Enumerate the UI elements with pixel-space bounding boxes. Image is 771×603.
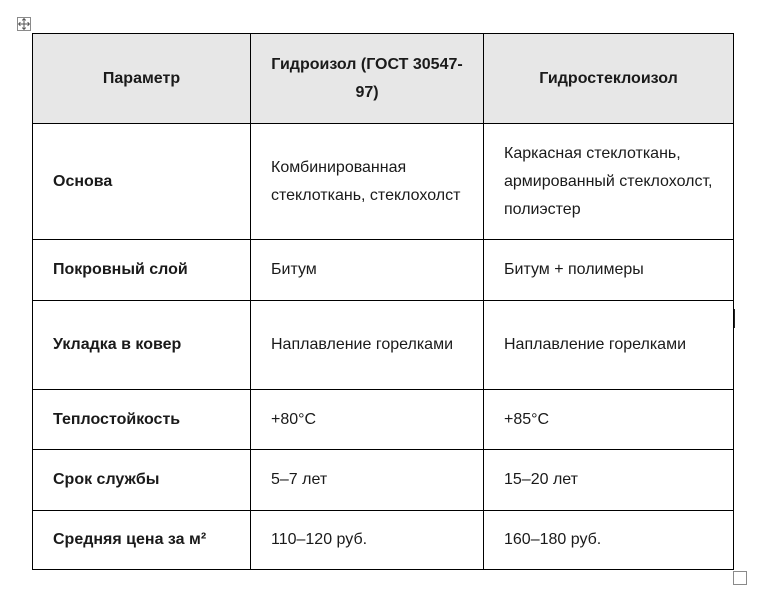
gidroizol-cell[interactable]: Битум — [251, 240, 484, 301]
table-move-handle-icon[interactable] — [17, 17, 31, 31]
param-cell[interactable]: Средняя цена за м² — [33, 511, 251, 570]
gidrostekloizol-cell[interactable]: Битум + полимеры — [484, 240, 734, 301]
header-gidroizol[interactable]: Гидроизол (ГОСТ 30547-97) — [251, 34, 484, 124]
table-row — [33, 240, 734, 301]
table-header-row — [33, 34, 734, 124]
table-resize-handle-icon[interactable] — [733, 571, 747, 585]
table-row — [33, 511, 734, 570]
gidroizol-cell[interactable]: Комбинированная стеклоткань, стеклохолст — [251, 124, 484, 240]
param-cell[interactable]: Укладка в ковер — [33, 301, 251, 390]
header-parameter[interactable]: Параметр — [33, 34, 251, 124]
gidrostekloizol-cell[interactable]: 160–180 руб. — [484, 511, 734, 570]
text-cursor — [734, 309, 735, 328]
table-row — [33, 390, 734, 450]
gidrostekloizol-cell[interactable]: Каркасная стеклоткань, армированный стеклохолст, полиэстер — [484, 124, 734, 240]
gidrostekloizol-cell[interactable]: Наплавление горелками — [484, 301, 734, 390]
table-row — [33, 450, 734, 511]
comparison-table — [32, 33, 734, 570]
gidroizol-cell[interactable]: +80°C — [251, 390, 484, 450]
gidroizol-cell[interactable]: Наплавление горелками — [251, 301, 484, 390]
param-cell[interactable]: Основа — [33, 124, 251, 240]
gidrostekloizol-cell[interactable]: 15–20 лет — [484, 450, 734, 511]
param-cell[interactable]: Срок службы — [33, 450, 251, 511]
gidroizol-cell[interactable]: 5–7 лет — [251, 450, 484, 511]
gidroizol-cell[interactable]: 110–120 руб. — [251, 511, 484, 570]
gidrostekloizol-cell[interactable]: +85°C — [484, 390, 734, 450]
param-cell[interactable]: Теплостойкость — [33, 390, 251, 450]
table-row — [33, 124, 734, 240]
header-gidrostekloizol[interactable]: Гидростеклоизол — [484, 34, 734, 124]
param-cell[interactable]: Покровный слой — [33, 240, 251, 301]
table-row — [33, 301, 734, 390]
